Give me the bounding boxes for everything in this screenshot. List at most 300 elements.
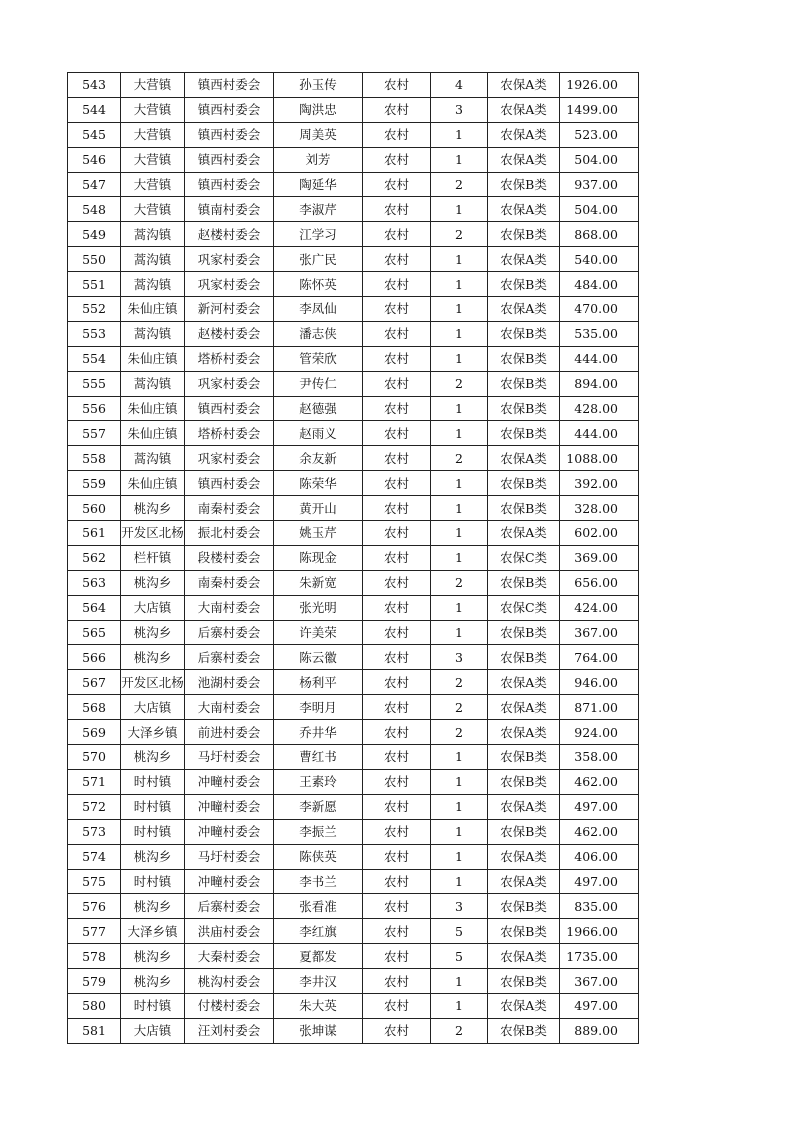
town-cell: 大店镇 — [121, 695, 185, 720]
row-number-cell: 578 — [68, 944, 121, 969]
household-count-cell: 1 — [431, 620, 488, 645]
area-type-cell: 农村 — [363, 1018, 431, 1043]
insurance-category-cell: 农保A类 — [488, 869, 560, 894]
village-committee-cell: 镇西村委会 — [185, 471, 274, 496]
area-type-cell: 农村 — [363, 595, 431, 620]
amount-cell: 535.00 — [560, 321, 639, 346]
area-type-cell: 农村 — [363, 371, 431, 396]
name-cell: 李凤仙 — [274, 297, 363, 322]
town-cell: 大营镇 — [121, 97, 185, 122]
village-committee-cell: 洪庙村委会 — [185, 919, 274, 944]
table-row — [68, 695, 639, 720]
amount-cell: 406.00 — [560, 844, 639, 869]
village-committee-cell: 镇西村委会 — [185, 172, 274, 197]
village-committee-cell: 塔桥村委会 — [185, 421, 274, 446]
household-count-cell: 1 — [431, 769, 488, 794]
row-number-cell: 562 — [68, 545, 121, 570]
area-type-cell: 农村 — [363, 695, 431, 720]
household-count-cell: 2 — [431, 446, 488, 471]
name-cell: 孙玉传 — [274, 73, 363, 98]
amount-cell: 444.00 — [560, 346, 639, 371]
household-count-cell: 2 — [431, 1018, 488, 1043]
area-type-cell: 农村 — [363, 521, 431, 546]
table-row — [68, 819, 639, 844]
household-count-cell: 3 — [431, 645, 488, 670]
area-type-cell: 农村 — [363, 197, 431, 222]
area-type-cell: 农村 — [363, 97, 431, 122]
table-row — [68, 769, 639, 794]
insurance-category-cell: 农保B类 — [488, 620, 560, 645]
table-row — [68, 172, 639, 197]
amount-cell: 470.00 — [560, 297, 639, 322]
area-type-cell: 农村 — [363, 645, 431, 670]
town-cell: 桃沟乡 — [121, 894, 185, 919]
amount-cell: 497.00 — [560, 993, 639, 1018]
insurance-category-cell: 农保C类 — [488, 595, 560, 620]
village-committee-cell: 巩家村委会 — [185, 272, 274, 297]
village-committee-cell: 冲疃村委会 — [185, 819, 274, 844]
table-row — [68, 471, 639, 496]
amount-cell: 1926.00 — [560, 73, 639, 98]
amount-cell: 424.00 — [560, 595, 639, 620]
name-cell: 黄开山 — [274, 496, 363, 521]
area-type-cell: 农村 — [363, 944, 431, 969]
amount-cell: 523.00 — [560, 122, 639, 147]
town-cell: 大店镇 — [121, 595, 185, 620]
area-type-cell: 农村 — [363, 819, 431, 844]
name-cell: 杨利平 — [274, 670, 363, 695]
village-committee-cell: 振北村委会 — [185, 521, 274, 546]
village-committee-cell: 南秦村委会 — [185, 570, 274, 595]
insurance-category-cell: 农保A类 — [488, 993, 560, 1018]
household-count-cell: 1 — [431, 247, 488, 272]
area-type-cell: 农村 — [363, 794, 431, 819]
table-row — [68, 521, 639, 546]
town-cell: 桃沟乡 — [121, 745, 185, 770]
area-type-cell: 农村 — [363, 321, 431, 346]
insurance-category-cell: 农保B类 — [488, 969, 560, 994]
area-type-cell: 农村 — [363, 122, 431, 147]
row-number-cell: 559 — [68, 471, 121, 496]
name-cell: 许美荣 — [274, 620, 363, 645]
amount-cell: 889.00 — [560, 1018, 639, 1043]
insurance-category-cell: 农保A类 — [488, 794, 560, 819]
insurance-category-cell: 农保B类 — [488, 1018, 560, 1043]
table-row — [68, 247, 639, 272]
insurance-category-cell: 农保A类 — [488, 197, 560, 222]
name-cell: 乔井华 — [274, 720, 363, 745]
table-row — [68, 222, 639, 247]
village-committee-cell: 马圩村委会 — [185, 745, 274, 770]
town-cell: 时村镇 — [121, 794, 185, 819]
village-committee-cell: 大秦村委会 — [185, 944, 274, 969]
household-count-cell: 1 — [431, 869, 488, 894]
town-cell: 朱仙庄镇 — [121, 421, 185, 446]
household-count-cell: 1 — [431, 321, 488, 346]
town-cell: 蒿沟镇 — [121, 222, 185, 247]
town-cell: 开发区北杨 — [121, 521, 185, 546]
insurance-category-cell: 农保B类 — [488, 769, 560, 794]
row-number-cell: 553 — [68, 321, 121, 346]
village-committee-cell: 镇西村委会 — [185, 147, 274, 172]
amount-cell: 868.00 — [560, 222, 639, 247]
insurance-category-cell: 农保A类 — [488, 297, 560, 322]
town-cell: 时村镇 — [121, 769, 185, 794]
name-cell: 陶延华 — [274, 172, 363, 197]
town-cell: 桃沟乡 — [121, 844, 185, 869]
village-committee-cell: 前进村委会 — [185, 720, 274, 745]
row-number-cell: 560 — [68, 496, 121, 521]
insurance-category-cell: 农保A类 — [488, 521, 560, 546]
town-cell: 朱仙庄镇 — [121, 396, 185, 421]
name-cell: 陈现金 — [274, 545, 363, 570]
household-count-cell: 3 — [431, 97, 488, 122]
table-row — [68, 147, 639, 172]
village-committee-cell: 巩家村委会 — [185, 446, 274, 471]
name-cell: 江学习 — [274, 222, 363, 247]
town-cell: 栏杆镇 — [121, 545, 185, 570]
name-cell: 李井汉 — [274, 969, 363, 994]
household-count-cell: 2 — [431, 670, 488, 695]
amount-cell: 835.00 — [560, 894, 639, 919]
amount-cell: 1966.00 — [560, 919, 639, 944]
table-row — [68, 844, 639, 869]
area-type-cell: 农村 — [363, 993, 431, 1018]
row-number-cell: 573 — [68, 819, 121, 844]
insurance-category-cell: 农保A类 — [488, 944, 560, 969]
area-type-cell: 农村 — [363, 147, 431, 172]
amount-cell: 462.00 — [560, 819, 639, 844]
town-cell: 桃沟乡 — [121, 969, 185, 994]
insurance-category-cell: 农保A类 — [488, 97, 560, 122]
table-row — [68, 396, 639, 421]
town-cell: 时村镇 — [121, 819, 185, 844]
village-committee-cell: 南秦村委会 — [185, 496, 274, 521]
village-committee-cell: 后寨村委会 — [185, 894, 274, 919]
amount-cell: 1088.00 — [560, 446, 639, 471]
data-table — [67, 72, 639, 1044]
row-number-cell: 565 — [68, 620, 121, 645]
amount-cell: 504.00 — [560, 197, 639, 222]
insurance-category-cell: 农保A类 — [488, 720, 560, 745]
table-row — [68, 371, 639, 396]
row-number-cell: 550 — [68, 247, 121, 272]
amount-cell: 1499.00 — [560, 97, 639, 122]
row-number-cell: 556 — [68, 396, 121, 421]
household-count-cell: 1 — [431, 496, 488, 521]
area-type-cell: 农村 — [363, 844, 431, 869]
row-number-cell: 579 — [68, 969, 121, 994]
insurance-category-cell: 农保B类 — [488, 272, 560, 297]
village-committee-cell: 后寨村委会 — [185, 645, 274, 670]
row-number-cell: 574 — [68, 844, 121, 869]
amount-cell: 497.00 — [560, 869, 639, 894]
household-count-cell: 1 — [431, 122, 488, 147]
household-count-cell: 1 — [431, 595, 488, 620]
insurance-category-cell: 农保B类 — [488, 396, 560, 421]
area-type-cell: 农村 — [363, 745, 431, 770]
table-row — [68, 720, 639, 745]
row-number-cell: 555 — [68, 371, 121, 396]
household-count-cell: 2 — [431, 695, 488, 720]
row-number-cell: 544 — [68, 97, 121, 122]
table-row — [68, 745, 639, 770]
row-number-cell: 563 — [68, 570, 121, 595]
amount-cell: 367.00 — [560, 969, 639, 994]
amount-cell: 894.00 — [560, 371, 639, 396]
name-cell: 李淑芹 — [274, 197, 363, 222]
insurance-category-cell: 农保B类 — [488, 421, 560, 446]
household-count-cell: 1 — [431, 197, 488, 222]
household-count-cell: 5 — [431, 944, 488, 969]
table-row — [68, 944, 639, 969]
area-type-cell: 农村 — [363, 670, 431, 695]
town-cell: 朱仙庄镇 — [121, 346, 185, 371]
household-count-cell: 1 — [431, 396, 488, 421]
name-cell: 陈怀英 — [274, 272, 363, 297]
table-row — [68, 969, 639, 994]
area-type-cell: 农村 — [363, 894, 431, 919]
name-cell: 管荣欣 — [274, 346, 363, 371]
table-row — [68, 645, 639, 670]
area-type-cell: 农村 — [363, 346, 431, 371]
household-count-cell: 2 — [431, 720, 488, 745]
village-committee-cell: 付楼村委会 — [185, 993, 274, 1018]
area-type-cell: 农村 — [363, 570, 431, 595]
insurance-category-cell: 农保B类 — [488, 570, 560, 595]
name-cell: 李新愿 — [274, 794, 363, 819]
table-row — [68, 570, 639, 595]
area-type-cell: 农村 — [363, 869, 431, 894]
household-count-cell: 1 — [431, 545, 488, 570]
area-type-cell: 农村 — [363, 496, 431, 521]
town-cell: 蒿沟镇 — [121, 321, 185, 346]
village-committee-cell: 大南村委会 — [185, 695, 274, 720]
amount-cell: 367.00 — [560, 620, 639, 645]
area-type-cell: 农村 — [363, 297, 431, 322]
amount-cell: 946.00 — [560, 670, 639, 695]
town-cell: 开发区北杨 — [121, 670, 185, 695]
area-type-cell: 农村 — [363, 73, 431, 98]
name-cell: 张广民 — [274, 247, 363, 272]
table-row — [68, 496, 639, 521]
name-cell: 姚玉芹 — [274, 521, 363, 546]
insurance-category-cell: 农保A类 — [488, 446, 560, 471]
village-committee-cell: 马圩村委会 — [185, 844, 274, 869]
town-cell: 大营镇 — [121, 197, 185, 222]
household-count-cell: 2 — [431, 570, 488, 595]
household-count-cell: 1 — [431, 844, 488, 869]
household-count-cell: 2 — [431, 222, 488, 247]
row-number-cell: 547 — [68, 172, 121, 197]
household-count-cell: 1 — [431, 272, 488, 297]
table-body — [68, 73, 639, 1044]
name-cell: 刘芳 — [274, 147, 363, 172]
village-committee-cell: 塔桥村委会 — [185, 346, 274, 371]
village-committee-cell: 冲疃村委会 — [185, 769, 274, 794]
village-committee-cell: 镇西村委会 — [185, 122, 274, 147]
name-cell: 陈侠英 — [274, 844, 363, 869]
table-row — [68, 794, 639, 819]
village-committee-cell: 汪刘村委会 — [185, 1018, 274, 1043]
row-number-cell: 558 — [68, 446, 121, 471]
table-row — [68, 122, 639, 147]
row-number-cell: 546 — [68, 147, 121, 172]
village-committee-cell: 冲疃村委会 — [185, 794, 274, 819]
amount-cell: 369.00 — [560, 545, 639, 570]
insurance-category-cell: 农保B类 — [488, 894, 560, 919]
row-number-cell: 577 — [68, 919, 121, 944]
household-count-cell: 1 — [431, 794, 488, 819]
name-cell: 潘志侠 — [274, 321, 363, 346]
row-number-cell: 569 — [68, 720, 121, 745]
village-committee-cell: 赵楼村委会 — [185, 222, 274, 247]
row-number-cell: 580 — [68, 993, 121, 1018]
name-cell: 李明月 — [274, 695, 363, 720]
insurance-category-cell: 农保B类 — [488, 471, 560, 496]
household-count-cell: 5 — [431, 919, 488, 944]
table-row — [68, 346, 639, 371]
insurance-category-cell: 农保B类 — [488, 645, 560, 670]
village-committee-cell: 桃沟村委会 — [185, 969, 274, 994]
area-type-cell: 农村 — [363, 446, 431, 471]
household-count-cell: 1 — [431, 421, 488, 446]
town-cell: 蒿沟镇 — [121, 247, 185, 272]
insurance-category-cell: 农保A类 — [488, 844, 560, 869]
row-number-cell: 549 — [68, 222, 121, 247]
row-number-cell: 575 — [68, 869, 121, 894]
town-cell: 桃沟乡 — [121, 570, 185, 595]
table-row — [68, 197, 639, 222]
village-committee-cell: 镇西村委会 — [185, 73, 274, 98]
table-row — [68, 670, 639, 695]
area-type-cell: 农村 — [363, 396, 431, 421]
area-type-cell: 农村 — [363, 471, 431, 496]
area-type-cell: 农村 — [363, 421, 431, 446]
town-cell: 蒿沟镇 — [121, 272, 185, 297]
table-row — [68, 993, 639, 1018]
name-cell: 陶洪忠 — [274, 97, 363, 122]
row-number-cell: 552 — [68, 297, 121, 322]
row-number-cell: 571 — [68, 769, 121, 794]
amount-cell: 358.00 — [560, 745, 639, 770]
row-number-cell: 567 — [68, 670, 121, 695]
name-cell: 尹传仁 — [274, 371, 363, 396]
table-row — [68, 73, 639, 98]
household-count-cell: 2 — [431, 172, 488, 197]
name-cell: 余友新 — [274, 446, 363, 471]
row-number-cell: 545 — [68, 122, 121, 147]
amount-cell: 484.00 — [560, 272, 639, 297]
amount-cell: 444.00 — [560, 421, 639, 446]
town-cell: 时村镇 — [121, 993, 185, 1018]
village-committee-cell: 镇南村委会 — [185, 197, 274, 222]
name-cell: 赵德强 — [274, 396, 363, 421]
table-row — [68, 297, 639, 322]
name-cell: 陈云徽 — [274, 645, 363, 670]
table-row — [68, 97, 639, 122]
household-count-cell: 1 — [431, 471, 488, 496]
name-cell: 周美英 — [274, 122, 363, 147]
village-committee-cell: 池湖村委会 — [185, 670, 274, 695]
row-number-cell: 561 — [68, 521, 121, 546]
town-cell: 蒿沟镇 — [121, 371, 185, 396]
name-cell: 朱新宽 — [274, 570, 363, 595]
table-row — [68, 595, 639, 620]
household-count-cell: 1 — [431, 521, 488, 546]
insurance-category-cell: 农保C类 — [488, 545, 560, 570]
amount-cell: 924.00 — [560, 720, 639, 745]
insurance-category-cell: 农保B类 — [488, 745, 560, 770]
table-row — [68, 869, 639, 894]
village-committee-cell: 镇西村委会 — [185, 396, 274, 421]
row-number-cell: 551 — [68, 272, 121, 297]
town-cell: 大营镇 — [121, 147, 185, 172]
household-count-cell: 2 — [431, 371, 488, 396]
amount-cell: 871.00 — [560, 695, 639, 720]
row-number-cell: 576 — [68, 894, 121, 919]
area-type-cell: 农村 — [363, 720, 431, 745]
name-cell: 朱大英 — [274, 993, 363, 1018]
area-type-cell: 农村 — [363, 172, 431, 197]
village-committee-cell: 新河村委会 — [185, 297, 274, 322]
village-committee-cell: 巩家村委会 — [185, 247, 274, 272]
row-number-cell: 581 — [68, 1018, 121, 1043]
village-committee-cell: 镇西村委会 — [185, 97, 274, 122]
row-number-cell: 543 — [68, 73, 121, 98]
town-cell: 桃沟乡 — [121, 645, 185, 670]
insurance-category-cell: 农保A类 — [488, 122, 560, 147]
town-cell: 桃沟乡 — [121, 944, 185, 969]
name-cell: 李红旗 — [274, 919, 363, 944]
area-type-cell: 农村 — [363, 222, 431, 247]
name-cell: 张光明 — [274, 595, 363, 620]
name-cell: 王素玲 — [274, 769, 363, 794]
household-count-cell: 1 — [431, 147, 488, 172]
table-row — [68, 894, 639, 919]
amount-cell: 1735.00 — [560, 944, 639, 969]
village-committee-cell: 冲疃村委会 — [185, 869, 274, 894]
household-count-cell: 1 — [431, 745, 488, 770]
name-cell: 赵雨义 — [274, 421, 363, 446]
household-count-cell: 1 — [431, 297, 488, 322]
amount-cell: 328.00 — [560, 496, 639, 521]
table-row — [68, 321, 639, 346]
table-row — [68, 545, 639, 570]
village-committee-cell: 后寨村委会 — [185, 620, 274, 645]
amount-cell: 540.00 — [560, 247, 639, 272]
town-cell: 时村镇 — [121, 869, 185, 894]
insurance-category-cell: 农保B类 — [488, 919, 560, 944]
village-committee-cell: 赵楼村委会 — [185, 321, 274, 346]
amount-cell: 764.00 — [560, 645, 639, 670]
village-committee-cell: 大南村委会 — [185, 595, 274, 620]
area-type-cell: 农村 — [363, 769, 431, 794]
area-type-cell: 农村 — [363, 620, 431, 645]
town-cell: 朱仙庄镇 — [121, 471, 185, 496]
town-cell: 桃沟乡 — [121, 496, 185, 521]
table-row — [68, 620, 639, 645]
insurance-category-cell: 农保A类 — [488, 695, 560, 720]
row-number-cell: 564 — [68, 595, 121, 620]
row-number-cell: 557 — [68, 421, 121, 446]
household-count-cell: 1 — [431, 819, 488, 844]
table-row — [68, 1018, 639, 1043]
insurance-category-cell: 农保A类 — [488, 670, 560, 695]
row-number-cell: 568 — [68, 695, 121, 720]
name-cell: 张坤谋 — [274, 1018, 363, 1043]
household-count-cell: 1 — [431, 993, 488, 1018]
